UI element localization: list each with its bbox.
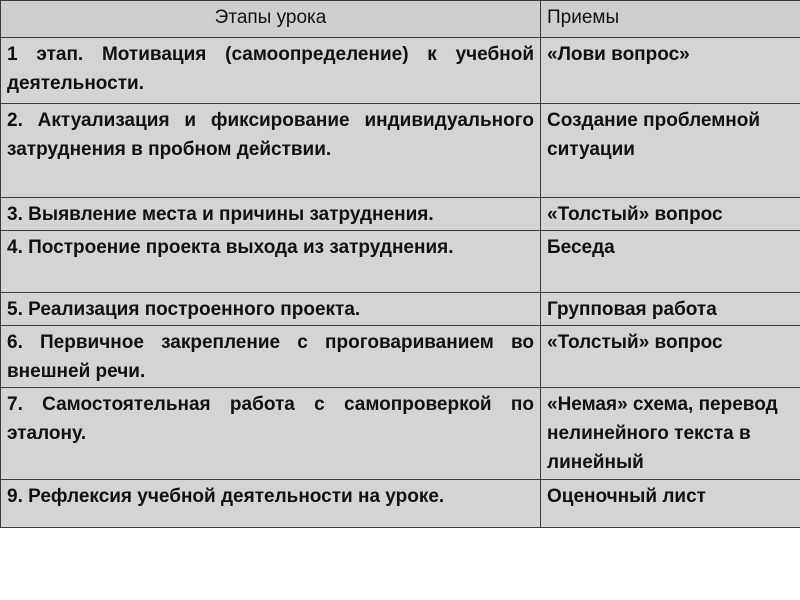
technique-cell: Создание проблемной ситуации bbox=[541, 104, 800, 198]
table-row bbox=[1, 198, 800, 231]
table-row bbox=[1, 104, 800, 198]
technique-cell: «Лови вопрос» bbox=[541, 38, 800, 104]
table-row bbox=[1, 293, 800, 326]
technique-cell: «Немая» схема, перевод нелинейного текста в линейный bbox=[541, 388, 800, 480]
table-row bbox=[1, 231, 800, 293]
table-row bbox=[1, 326, 800, 388]
technique-cell: «Толстый» вопрос bbox=[541, 198, 800, 231]
stage-cell: 1 этап. Мотивация (самоопределение) к учебной деятельности. bbox=[1, 38, 541, 104]
table-header-row bbox=[1, 1, 800, 38]
table-row bbox=[1, 38, 800, 104]
stage-cell: 2. Актуализация и фиксирование индивидуального затруднения в пробном действии. bbox=[1, 104, 541, 198]
technique-cell: Оценочный лист bbox=[541, 480, 800, 528]
stage-cell: 6. Первичное закрепление с проговариванием во внешней речи. bbox=[1, 326, 541, 388]
stage-cell: 9. Рефлексия учебной деятельности на уроке. bbox=[1, 480, 541, 528]
stage-cell: 5. Реализация построенного проекта. bbox=[1, 293, 541, 326]
header-techniques: Приемы bbox=[541, 1, 800, 38]
stage-cell: 3. Выявление места и причины затруднения. bbox=[1, 198, 541, 231]
stage-cell: 7. Самостоятельная работа с самопроверкой по эталону. bbox=[1, 388, 541, 480]
table-row bbox=[1, 388, 800, 480]
header-stages: Этапы урока bbox=[1, 1, 541, 38]
table-row bbox=[1, 480, 800, 528]
stage-cell: 4. Построение проекта выхода из затруднения. bbox=[1, 231, 541, 293]
technique-cell: «Толстый» вопрос bbox=[541, 326, 800, 388]
technique-cell: Групповая работа bbox=[541, 293, 800, 326]
technique-cell: Беседа bbox=[541, 231, 800, 293]
